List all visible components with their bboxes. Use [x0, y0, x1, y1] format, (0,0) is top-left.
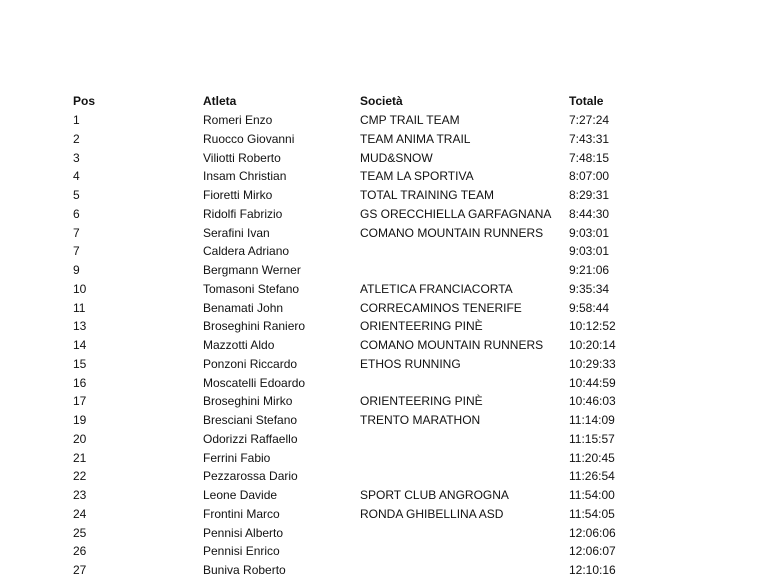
table-row	[0, 486, 768, 504]
cell-societa: ORIENTEERING PINÈ	[360, 394, 483, 408]
table-row	[0, 505, 768, 523]
table-row	[0, 242, 768, 260]
table-row	[0, 542, 768, 560]
cell-pos: 17	[73, 394, 87, 408]
cell-pos: 22	[73, 469, 87, 483]
table-row	[0, 280, 768, 298]
cell-pos: 10	[73, 282, 87, 296]
table-row	[0, 299, 768, 317]
cell-totale: 9:21:06	[569, 263, 610, 277]
cell-atleta: Insam Christian	[203, 169, 287, 183]
cell-atleta: Ruocco Giovanni	[203, 132, 295, 146]
cell-atleta: Ponzoni Riccardo	[203, 357, 298, 371]
table-row	[0, 317, 768, 335]
cell-pos: 7	[73, 244, 80, 258]
cell-totale: 9:35:34	[569, 282, 610, 296]
cell-societa: ETHOS RUNNING	[360, 357, 461, 371]
cell-totale: 8:07:00	[569, 169, 610, 183]
cell-societa: COMANO MOUNTAIN RUNNERS	[360, 226, 544, 240]
cell-atleta: Moscatelli Edoardo	[203, 376, 306, 390]
cell-societa: TOTAL TRAINING TEAM	[360, 188, 495, 202]
cell-totale: 8:44:30	[569, 207, 610, 221]
cell-atleta: Odorizzi Raffaello	[203, 432, 298, 446]
cell-pos: 19	[73, 413, 87, 427]
cell-atleta: Mazzotti Aldo	[203, 338, 275, 352]
cell-pos: 7	[73, 226, 80, 240]
cell-atleta: Romeri Enzo	[203, 113, 273, 127]
cell-totale: 11:14:09	[569, 413, 615, 427]
cell-pos: 16	[73, 376, 87, 390]
cell-totale: 10:44:59	[569, 376, 616, 390]
cell-pos: 9	[73, 263, 80, 277]
cell-atleta: Frontini Marco	[203, 507, 280, 521]
header-pos: Pos	[73, 94, 96, 108]
cell-totale: 12:10:16	[569, 563, 616, 577]
cell-atleta: Tomasoni Stefano	[203, 282, 300, 296]
cell-totale: 11:20:45	[569, 451, 615, 465]
cell-pos: 14	[73, 338, 87, 352]
table-row	[0, 149, 768, 167]
cell-atleta: Fioretti Mirko	[203, 188, 273, 202]
header-totale: Totale	[569, 94, 604, 108]
cell-pos: 2	[73, 132, 80, 146]
cell-totale: 11:54:00	[569, 488, 615, 502]
cell-pos: 20	[73, 432, 87, 446]
cell-pos: 3	[73, 151, 80, 165]
cell-atleta: Caldera Adriano	[203, 244, 290, 258]
table-header	[0, 92, 768, 110]
cell-atleta: Benamati John	[203, 301, 284, 315]
cell-totale: 11:54:05	[569, 507, 615, 521]
cell-pos: 25	[73, 526, 87, 540]
cell-atleta: Leone Davide	[203, 488, 278, 502]
cell-societa: TEAM LA SPORTIVA	[360, 169, 474, 183]
cell-atleta: Ridolfi Fabrizio	[203, 207, 283, 221]
cell-totale: 8:29:31	[569, 188, 610, 202]
cell-pos: 26	[73, 544, 87, 558]
cell-totale: 9:58:44	[569, 301, 610, 315]
cell-societa: RONDA GHIBELLINA ASD	[360, 507, 504, 521]
table-row	[0, 524, 768, 542]
table-row	[0, 261, 768, 279]
cell-societa: MUD&SNOW	[360, 151, 433, 165]
cell-societa: SPORT CLUB ANGROGNA	[360, 488, 509, 502]
table-row	[0, 374, 768, 392]
cell-atleta: Broseghini Raniero	[203, 319, 306, 333]
cell-atleta: Bresciani Stefano	[203, 413, 298, 427]
cell-totale: 10:46:03	[569, 394, 616, 408]
cell-totale: 10:20:14	[569, 338, 616, 352]
cell-totale: 9:03:01	[569, 244, 610, 258]
cell-totale: 7:48:15	[569, 151, 610, 165]
cell-pos: 5	[73, 188, 80, 202]
cell-totale: 11:26:54	[569, 469, 615, 483]
cell-societa: ORIENTEERING PINÈ	[360, 319, 483, 333]
cell-totale: 11:15:57	[569, 432, 615, 446]
cell-atleta: Pezzarossa Dario	[203, 469, 298, 483]
cell-societa: ATLETICA FRANCIACORTA	[360, 282, 513, 296]
cell-societa: GS ORECCHIELLA GARFAGNANA	[360, 207, 552, 221]
cell-societa: COMANO MOUNTAIN RUNNERS	[360, 338, 544, 352]
table-row	[0, 130, 768, 148]
cell-societa: TEAM ANIMA TRAIL	[360, 132, 471, 146]
table-row	[0, 392, 768, 410]
cell-atleta: Viliotti Roberto	[203, 151, 281, 165]
table-row	[0, 355, 768, 373]
cell-totale: 12:06:06	[569, 526, 616, 540]
cell-societa: CORRECAMINOS TENERIFE	[360, 301, 522, 315]
cell-societa: CMP TRAIL TEAM	[360, 113, 460, 127]
cell-pos: 6	[73, 207, 80, 221]
cell-pos: 4	[73, 169, 80, 183]
cell-pos: 24	[73, 507, 87, 521]
header-atleta: Atleta	[203, 94, 237, 108]
cell-atleta: Buniva Roberto	[203, 563, 286, 577]
cell-atleta: Bergmann Werner	[203, 263, 301, 277]
table-row	[0, 186, 768, 204]
table-row	[0, 561, 768, 579]
cell-pos: 1	[73, 113, 80, 127]
table-row	[0, 224, 768, 242]
cell-totale: 12:06:07	[569, 544, 616, 558]
cell-societa: TRENTO MARATHON	[360, 413, 481, 427]
table-row	[0, 167, 768, 185]
cell-atleta: Serafini Ivan	[203, 226, 270, 240]
table-row	[0, 411, 768, 429]
cell-totale: 9:03:01	[569, 226, 610, 240]
cell-totale: 7:43:31	[569, 132, 610, 146]
cell-atleta: Pennisi Alberto	[203, 526, 284, 540]
cell-totale: 10:29:33	[569, 357, 616, 371]
cell-totale: 7:27:24	[569, 113, 610, 127]
table-row	[0, 205, 768, 223]
cell-pos: 11	[73, 301, 86, 315]
cell-pos: 23	[73, 488, 87, 502]
table-row	[0, 467, 768, 485]
header-societa: Società	[360, 94, 403, 108]
cell-pos: 13	[73, 319, 87, 333]
cell-atleta: Broseghini Mirko	[203, 394, 293, 408]
cell-atleta: Ferrini Fabio	[203, 451, 271, 465]
table-row	[0, 449, 768, 467]
table-row	[0, 336, 768, 354]
cell-pos: 21	[73, 451, 87, 465]
cell-totale: 10:12:52	[569, 319, 616, 333]
table-row	[0, 111, 768, 129]
cell-pos: 15	[73, 357, 87, 371]
cell-pos: 27	[73, 563, 87, 577]
cell-atleta: Pennisi Enrico	[203, 544, 280, 558]
table-row	[0, 430, 768, 448]
